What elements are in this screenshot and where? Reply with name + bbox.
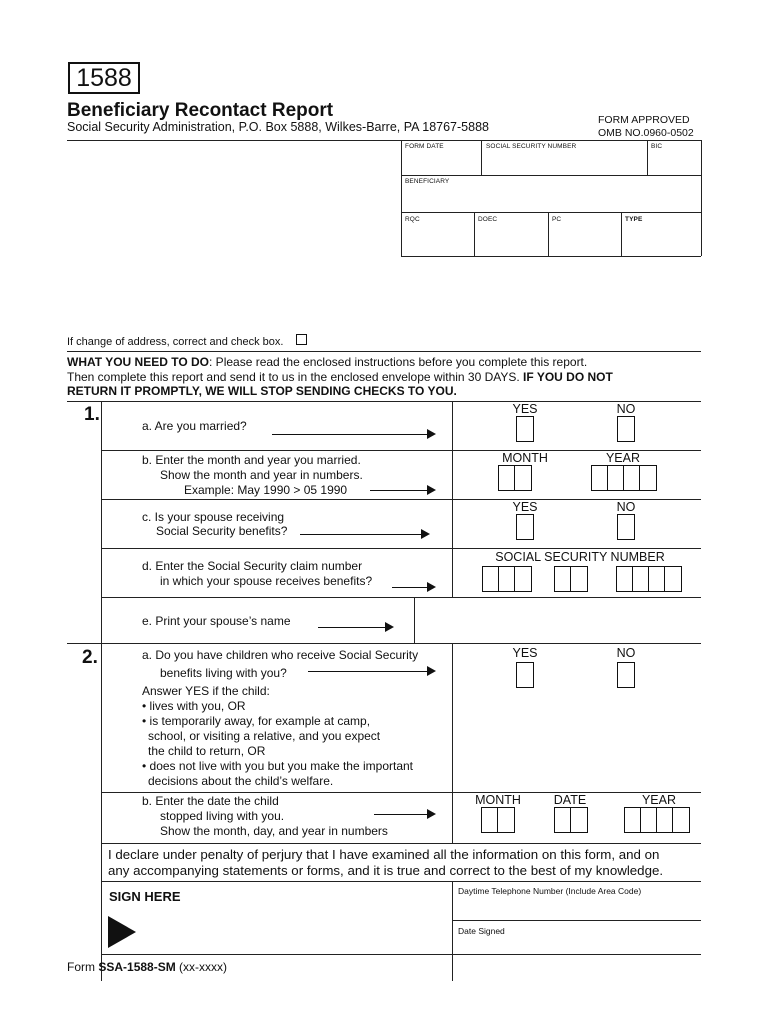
arrow-icon bbox=[374, 814, 434, 815]
question-column-line bbox=[101, 401, 102, 981]
q2b-text-1: b. Enter the date the child bbox=[142, 794, 279, 808]
q1d-text-2: in which your spouse receives benefits? bbox=[160, 574, 373, 588]
omb-number: OMB NO.0960-0502 bbox=[598, 127, 694, 139]
date-signed-label: Date Signed bbox=[458, 926, 505, 936]
beneficiary-field[interactable]: BENEFICIARY bbox=[405, 178, 450, 185]
doec-field[interactable]: DOEC bbox=[478, 216, 498, 223]
q1b-example: Example: May 1990 > 05 1990 bbox=[184, 483, 348, 497]
bic-field[interactable]: BIC bbox=[651, 143, 663, 150]
declaration-line-1: I declare under penalty of perjury that I have examined all the information on this form, and on bbox=[108, 847, 660, 862]
form-title: Beneficiary Recontact Report bbox=[67, 100, 334, 121]
rqc-field[interactable]: RQC bbox=[405, 216, 420, 223]
declaration-line-2: any accompanying statements or forms, and it is true and correct to the best of my knowledge. bbox=[108, 863, 664, 878]
date-signed-field[interactable] bbox=[454, 936, 699, 952]
q2b-text-3: Show the month, day, and year in numbers bbox=[160, 824, 388, 838]
q2a-bullet-3: • does not live with you but you make the important bbox=[142, 759, 414, 773]
sign-here-label: SIGN HERE bbox=[109, 889, 181, 904]
admin-grid-left bbox=[401, 140, 402, 256]
spouse-name-field[interactable] bbox=[416, 599, 700, 641]
q2a-text-2: benefits living with you? bbox=[160, 666, 287, 680]
q1a-yes-box[interactable] bbox=[516, 416, 534, 442]
arrow-icon bbox=[308, 671, 434, 672]
instructions-warning: RETURN IT PROMPTLY, WE WILL STOP SENDING CHECKS TO YOU. bbox=[67, 384, 457, 398]
q2b-month-digit-2[interactable] bbox=[497, 807, 515, 833]
instructions-line-1: WHAT YOU NEED TO DO: Please read the enclosed instructions before you complete this report. bbox=[67, 355, 588, 369]
q1c-text-2: Social Security benefits? bbox=[156, 524, 288, 538]
agency-address: Social Security Administration, P.O. Box 5888, Wilkes-Barre, PA 18767-5888 bbox=[67, 120, 489, 134]
arrow-icon bbox=[272, 434, 434, 435]
arrow-icon bbox=[318, 627, 392, 628]
q1c-yes-box[interactable] bbox=[516, 514, 534, 540]
q1b-year-digit-4[interactable] bbox=[639, 465, 657, 491]
question-2-number: 2. bbox=[82, 647, 98, 668]
q2a-yes-box[interactable] bbox=[516, 662, 534, 688]
pc-field[interactable]: PC bbox=[552, 216, 562, 223]
instructions-line-2: Then complete this report and send it to us in the enclosed envelope within 30 DAYS. IF YOU DO NOT bbox=[67, 370, 613, 384]
q2a-no-box[interactable] bbox=[617, 662, 635, 688]
sign-here-arrow-icon bbox=[108, 916, 136, 948]
arrow-icon bbox=[392, 587, 434, 588]
approved-label: FORM APPROVED bbox=[598, 114, 690, 126]
address-change-checkbox[interactable] bbox=[296, 334, 307, 345]
q2a-bullet-3-cont: decisions about the child’s welfare. bbox=[148, 774, 334, 788]
form-code: SSA-1588-SM bbox=[98, 960, 176, 974]
signature-field[interactable] bbox=[170, 884, 448, 952]
q2a-text-1: a. Do you have children who receive Social Security bbox=[142, 648, 419, 662]
form-date-field[interactable]: FORM DATE bbox=[405, 143, 444, 150]
q1d-ssn-digit-3[interactable] bbox=[514, 566, 532, 592]
phone-field[interactable] bbox=[454, 896, 699, 918]
q2a-bullet-2: • is temporarily away, for example at camp, bbox=[142, 714, 371, 728]
form-number: 1588 bbox=[68, 62, 140, 94]
phone-field-label: Daytime Telephone Number (Include Area Code) bbox=[458, 886, 642, 896]
top-rule bbox=[67, 140, 701, 141]
q1c-text-1: c. Is your spouse receiving bbox=[142, 510, 285, 524]
arrow-icon bbox=[370, 490, 434, 491]
form-footer: Form SSA-1588-SM (xx-xxxx) bbox=[67, 960, 228, 974]
q1c-no-box[interactable] bbox=[617, 514, 635, 540]
q1b-text-1: b. Enter the month and year you married. bbox=[142, 453, 361, 467]
q1b-text-2: Show the month and year in numbers. bbox=[160, 468, 363, 482]
q2b-year-digit-4[interactable] bbox=[672, 807, 690, 833]
omb-approval bbox=[598, 114, 694, 140]
q2b-text-2: stopped living with you. bbox=[160, 809, 285, 823]
q1d-ssn-digit-5[interactable] bbox=[570, 566, 588, 592]
q1e-text: e. Print your spouse’s name bbox=[142, 614, 291, 628]
q1a-text: a. Are you married? bbox=[142, 419, 247, 433]
q2a-answer-heading: Answer YES if the child: bbox=[142, 684, 270, 698]
address-change-label: If change of address, correct and check box. bbox=[67, 336, 284, 348]
q1d-text-1: d. Enter the Social Security claim number bbox=[142, 559, 363, 573]
admin-grid-right bbox=[701, 140, 702, 256]
q2a-bullet-2-cont-1: school, or visiting a relative, and you expect bbox=[148, 729, 381, 743]
q2a-bullet-2-cont-2: the child to return, OR bbox=[148, 744, 266, 758]
q1b-month-digit-2[interactable] bbox=[514, 465, 532, 491]
q2a-bullet-1: • lives with you, OR bbox=[142, 699, 246, 713]
arrow-icon bbox=[300, 534, 428, 535]
question-1-number: 1. bbox=[84, 404, 100, 425]
admin-ssn-field[interactable]: SOCIAL SECURITY NUMBER bbox=[486, 143, 577, 150]
q2b-date-digit-2[interactable] bbox=[570, 807, 588, 833]
q1d-ssn-digit-9[interactable] bbox=[664, 566, 682, 592]
q1a-no-box[interactable] bbox=[617, 416, 635, 442]
instructions-heading: WHAT YOU NEED TO DO bbox=[67, 355, 210, 369]
type-field[interactable]: TYPE bbox=[625, 216, 643, 223]
